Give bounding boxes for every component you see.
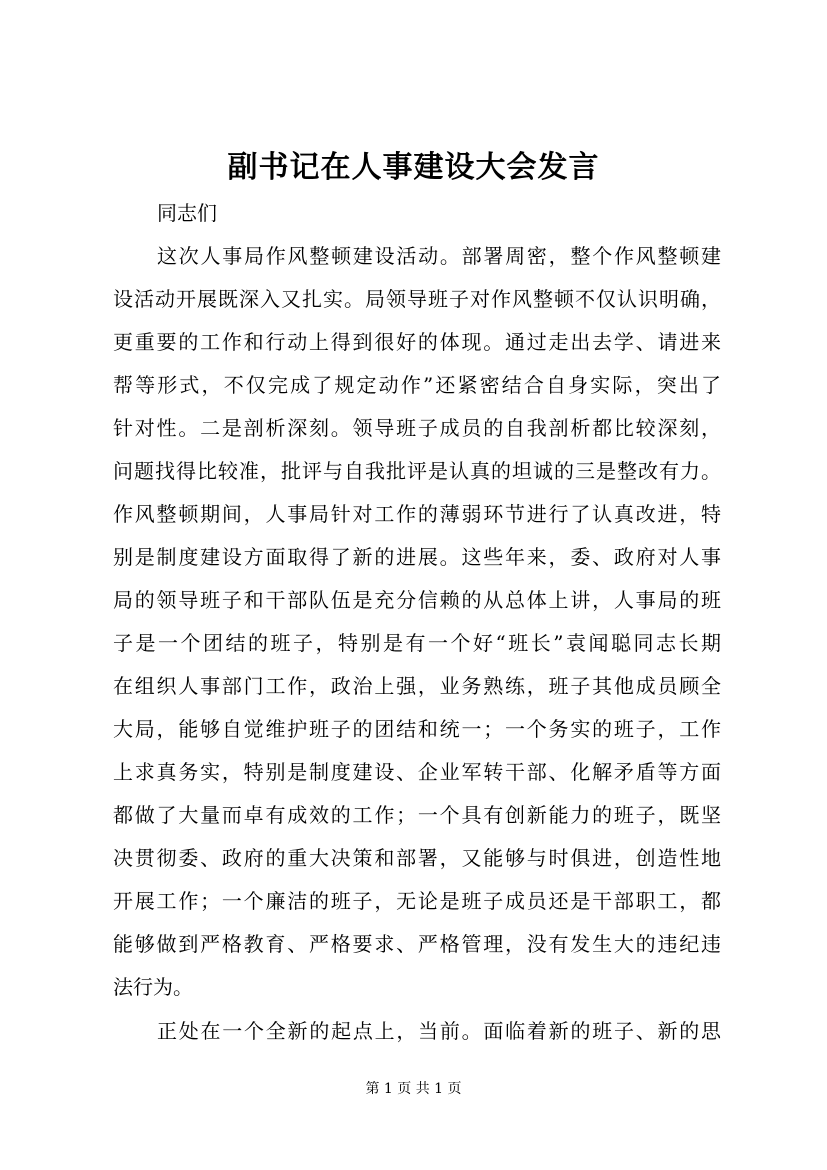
body-line: 设活动开展既深入又扎实。局领导班子对作风整顿不仅认识明确， (113, 287, 721, 311)
body-line: 针对性。二是剖析深刻。领导班子成员的自我剖析都比较深刻， (113, 416, 721, 440)
body-line: 都做了大量而卓有成效的工作；一个具有创新能力的班子，既坚 (113, 803, 721, 827)
body-line: 在组织人事部门工作，政治上强，业务熟练，班子其他成员顾全 (113, 674, 721, 698)
body-line: 帮等形式，不仅完成了规定动作”还紧密结合自身实际，突出了 (113, 373, 721, 397)
body-line: 子是一个团结的班子，特别是有一个好“班长”袁闻聪同志长期 (113, 631, 721, 655)
salutation: 同志们 (157, 201, 217, 225)
body-line: 局的领导班子和干部队伍是充分信赖的从总体上讲，人事局的班 (113, 588, 721, 612)
body-line: 决贯彻委、政府的重大决策和部署，又能够与时俱进，创造性地 (113, 846, 721, 870)
body-line: 大局，能够自觉维护班子的团结和统一；一个务实的班子，工作 (113, 717, 721, 741)
body-line: 上求真务实，特别是制度建设、企业军转干部、化解矛盾等方面 (113, 760, 721, 784)
body-line: 问题找得比较准，批评与自我批评是认真的坦诚的三是整改有力。 (113, 459, 721, 483)
body-line: 开展工作；一个廉洁的班子，无论是班子成员还是干部职工，都 (113, 889, 721, 913)
body-line: 法行为。 (113, 975, 193, 999)
document-title: 副书记在人事建设大会发言 (227, 150, 600, 185)
body-line: 这次人事局作风整顿建设活动。部署周密，整个作风整顿建 (157, 244, 721, 268)
body-line: 别是制度建设方面取得了新的进展。这些年来，委、政府对人事 (113, 545, 721, 569)
body-line: 作风整顿期间，人事局针对工作的薄弱环节进行了认真改进，特 (113, 502, 721, 526)
page-footer: 第 1 页 共 1 页 (365, 1081, 462, 1097)
body-line: 正处在一个全新的起点上，当前。面临着新的班子、新的思 (157, 1019, 721, 1043)
body-line: 更重要的工作和行动上得到很好的体现。通过走出去学、请进来 (113, 330, 721, 354)
body-line: 能够做到严格教育、严格要求、严格管理，没有发生大的违纪违 (113, 932, 721, 956)
